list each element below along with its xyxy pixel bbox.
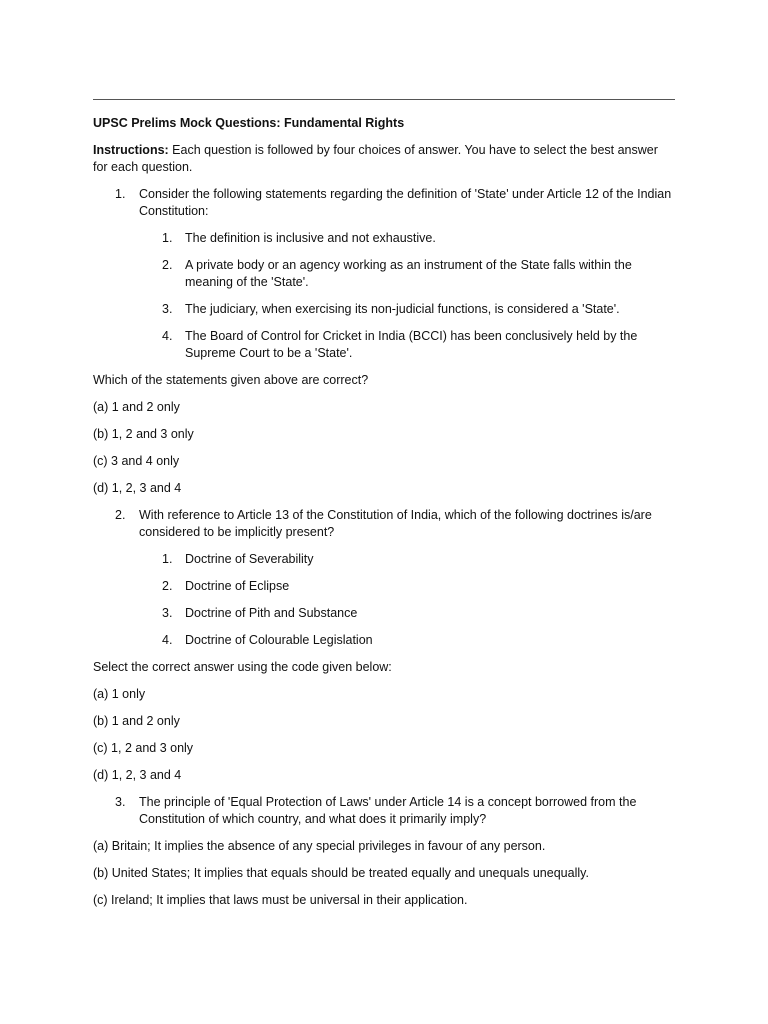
question-2: [93, 507, 675, 541]
statement-number: 4.: [162, 329, 173, 343]
answer-option: (c) 3 and 4 only: [93, 454, 180, 468]
statement-text: Doctrine of Pith and Substance: [185, 606, 358, 620]
answer-option: (d) 1, 2, 3 and 4: [93, 768, 182, 782]
statement-number: 1.: [162, 552, 173, 566]
statement-text: Doctrine of Eclipse: [185, 579, 290, 593]
statement: [93, 632, 675, 649]
statement-text: A private body or an agency working as an instrument of the State falls within the meaning of the 'State'.: [185, 258, 632, 289]
question-number: 2.: [115, 508, 126, 522]
statement-number: 3.: [162, 606, 173, 620]
answer-option: (a) Britain; It implies the absence of any special privileges in favour of any person.: [93, 839, 546, 853]
statement-text: Doctrine of Colourable Legislation: [185, 633, 373, 647]
instructions-text: Each question is followed by four choices of answer. You have to select the best answer for each question.: [93, 143, 658, 174]
answer-option: (d) 1, 2, 3 and 4: [93, 481, 182, 495]
question-3: [93, 794, 675, 828]
statement: [93, 230, 675, 247]
statement: [93, 605, 675, 622]
statement-number: 2.: [162, 579, 173, 593]
answer-option: (a) 1 only: [93, 687, 146, 701]
statement: [93, 551, 675, 568]
statement-text: The judiciary, when exercising its non-judicial functions, is considered a 'State'.: [185, 302, 620, 316]
answer-option: (b) 1, 2 and 3 only: [93, 427, 194, 441]
question-text: With reference to Article 13 of the Constitution of India, which of the following doctrines is/are considered to be implicitly present?: [139, 508, 652, 539]
question-prompt: Select the correct answer using the code given below:: [93, 660, 392, 674]
statement-text: The Board of Control for Cricket in India (BCCI) has been conclusively held by the Supreme Court to be a 'State'.: [185, 329, 638, 360]
answer-option: (a) 1 and 2 only: [93, 400, 180, 414]
statement-text: Doctrine of Severability: [185, 552, 314, 566]
question-number: 3.: [115, 795, 126, 809]
question-text: Consider the following statements regarding the definition of 'State' under Article 12 of the Indian Constitution:: [139, 187, 672, 218]
top-divider: [93, 99, 675, 100]
question-number: 1.: [115, 187, 126, 201]
statement-text: The definition is inclusive and not exhaustive.: [185, 231, 436, 245]
statement: [93, 578, 675, 595]
answer-option: (b) 1 and 2 only: [93, 714, 180, 728]
question-text: The principle of 'Equal Protection of Laws' under Article 14 is a concept borrowed from the Constitution of which country, and what does it primarily imply?: [139, 795, 637, 826]
instructions: [93, 142, 675, 176]
statement: [93, 257, 675, 291]
question-prompt: Which of the statements given above are correct?: [93, 373, 369, 387]
statement: [93, 328, 675, 362]
statement-number: 1.: [162, 231, 173, 245]
question-1: [93, 186, 675, 220]
instructions-label: Instructions:: [93, 143, 169, 157]
statement-number: 3.: [162, 302, 173, 316]
statement-number: 2.: [162, 258, 173, 272]
statement: [93, 301, 675, 318]
document-title: UPSC Prelims Mock Questions: Fundamental Rights: [93, 116, 405, 130]
document-page: [93, 99, 675, 909]
answer-option: (b) United States; It implies that equals should be treated equally and unequals unequally.: [93, 866, 589, 880]
answer-option: (c) Ireland; It implies that laws must be universal in their application.: [93, 893, 468, 907]
answer-option: (c) 1, 2 and 3 only: [93, 741, 194, 755]
statement-number: 4.: [162, 633, 173, 647]
